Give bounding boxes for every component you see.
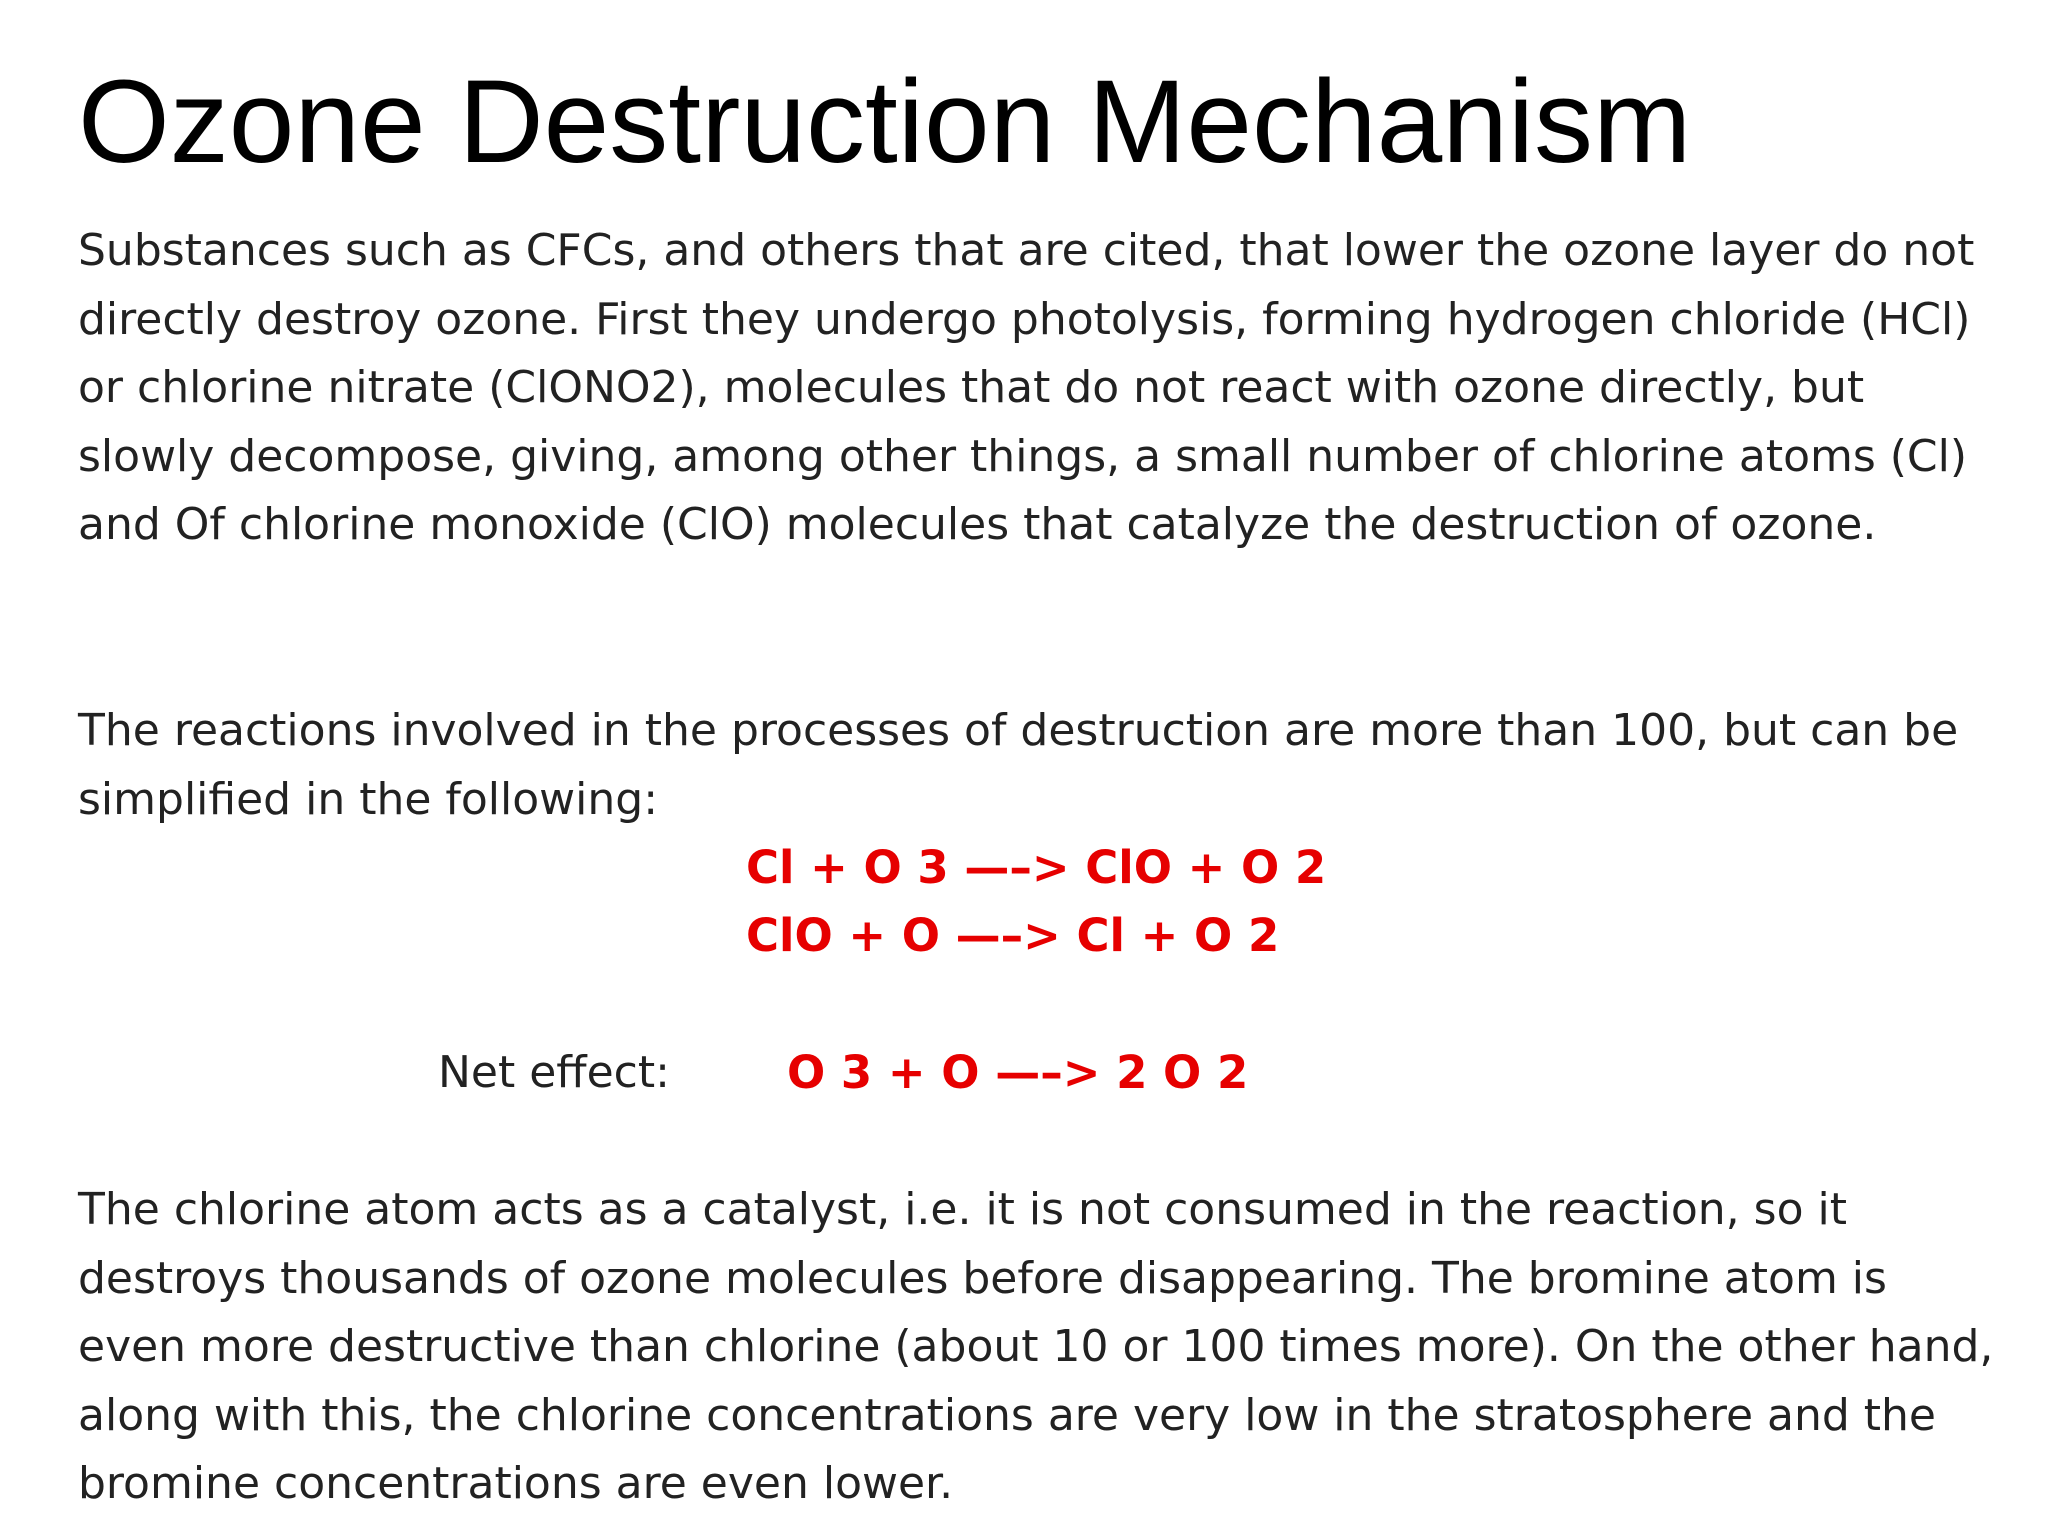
net-effect-equation: O 3 + O —–> 2 O 2: [787, 1046, 1249, 1099]
reaction-equation-2: ClO + O —–> Cl + O 2: [746, 909, 1280, 962]
reactions-intro-paragraph: The reactions involved in the processes of destruction are more than 100, but can be simplified in the following:: [78, 705, 1959, 825]
catalyst-paragraph: The chlorine atom acts as a catalyst, i.e. it is not consumed in the reaction, so it destroys thousands of ozone molecules before disappearing. The bromine atom is even more destructive than chlorine (about 10 or 100 times more). On the other hand, along with this, the chlorine concentrations are very low in the stratosphere and the bromine concentrations are even lower.: [78, 1184, 1994, 1509]
slide-title: Ozone Destruction Mechanism: [78, 56, 1692, 188]
intro-paragraph: Substances such as CFCs, and others that are cited, that lower the ozone layer do not directly destroy ozone. First they undergo photolysis, forming hydrogen chloride (HCl) or chlorine nitrate (ClONO2), molecules that do not react with ozone directly, but slowly decompose, giving, among other things, a small number of chlorine atoms (Cl) and Of chlorine monoxide (ClO) molecules that catalyze the destruction of ozone.: [78, 225, 1975, 550]
reaction-equation-1: Cl + O 3 —–> ClO + O 2: [746, 841, 1327, 894]
net-effect-label: Net effect:: [438, 1047, 670, 1098]
